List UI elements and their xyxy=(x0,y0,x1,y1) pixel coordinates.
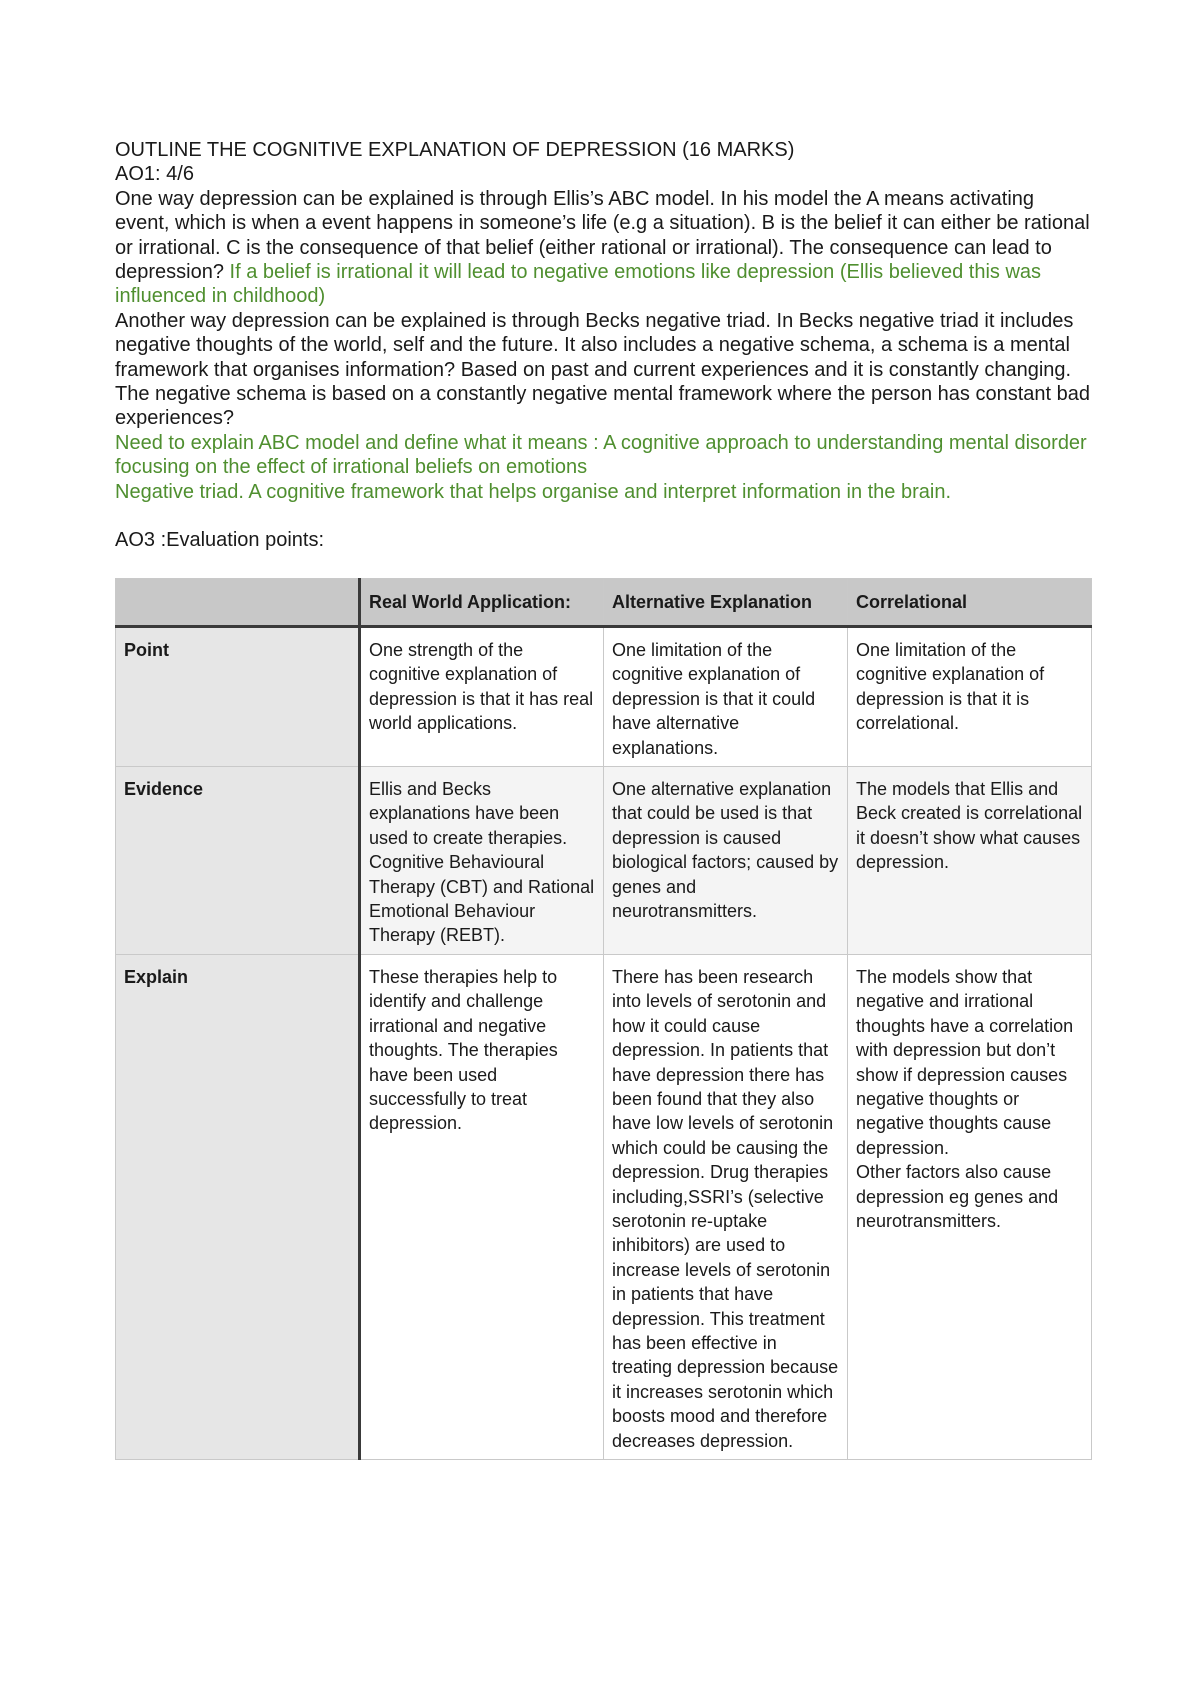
evaluation-table xyxy=(115,578,1092,1460)
teacher-comment-irrational-belief: If a belief is irrational it will lead to negative emotions like depression (Ellis believed this was influenced in childhood) xyxy=(115,261,1042,308)
table-cell: One limitation of the cognitive explanation of depression is that it is correlational. xyxy=(848,627,1092,767)
table-header-empty xyxy=(116,579,360,627)
document-body xyxy=(115,138,1091,572)
ao1-score: AO1: 4/6 xyxy=(115,163,194,186)
teacher-feedback-triad: Negative triad. A cognitive framework that helps organise and interpret information in the brain. xyxy=(115,480,952,503)
table-row-evidence xyxy=(116,767,1092,955)
row-label-explain: Explain xyxy=(116,954,360,1459)
ao3-heading: AO3 :Evaluation points: xyxy=(115,529,325,552)
table-cell: These therapies help to identify and challenge irrational and negative thoughts. The therapies have been used successfully to treat depression. xyxy=(360,954,604,1459)
table-header-correlational: Correlational xyxy=(848,579,1092,627)
table-cell: The models show that negative and irrational thoughts have a correlation with depression but don’t show if depression causes negative thoughts or negative thoughts cause depression. Other factors also cause depression eg genes and neurotransmitters. xyxy=(848,954,1092,1459)
row-label-point: Point xyxy=(116,627,360,767)
table-cell: The models that Ellis and Beck created is correlational it doesn’t show what causes depression. xyxy=(848,767,1092,955)
table-cell: There has been research into levels of serotonin and how it could cause depression. In patients that have depression there has been found that they also have low levels of serotonin which could be causing the depression. Drug therapies including,SSRI’s (selective serotonin re-uptake inhibitors) are used to increase levels of serotonin in patients that have depression. This treatment has been effective in treating depression because it increases serotonin which boosts mood and therefore decreases depression. xyxy=(604,954,848,1459)
page-title: OUTLINE THE COGNITIVE EXPLANATION OF DEPRESSION (16 MARKS) xyxy=(115,139,795,161)
paragraph-negative-triad: Another way depression can be explained is through Becks negative triad. In Becks negative triad it includes negative thoughts of the world, self and the future. It also includes a negative schema, a schema is a mental framework that organises information? Based on past and current experiences and it is constantly changing. The negative schema is based on a constantly negative mental framework where the person has constant bad experiences? xyxy=(115,309,1091,430)
paragraph-abc-model xyxy=(115,187,1091,309)
table-cell: One alternative explanation that could be used is that depression is caused biological factors; caused by genes and neurotransmitters. xyxy=(604,767,848,955)
table-cell: One strength of the cognitive explanation of depression is that it has real world applications. xyxy=(360,627,604,767)
table-header-row xyxy=(116,579,1092,627)
table-header-alternative: Alternative Explanation xyxy=(604,579,848,627)
table-cell: One limitation of the cognitive explanation of depression is that it could have alternative explanations. xyxy=(604,627,848,767)
table-cell: Ellis and Becks explanations have been used to create therapies. Cognitive Behavioural Therapy (CBT) and Rational Emotional Behaviour Therapy (REBT). xyxy=(360,767,604,955)
paragraph-abc-text: One way depression can be explained is through Ellis’s ABC model. In his model the A means activating event, which is when a event happens in someone’s life (e.g a situation). B is the belief it can either be rational or irrational. C is the consequence of that belief (either rational or irrational). The consequence can lead to depression? xyxy=(115,187,1090,284)
table-header-real-world: Real World Application: xyxy=(360,579,604,627)
table-row-point xyxy=(116,627,1092,767)
row-label-evidence: Evidence xyxy=(116,767,360,955)
teacher-feedback-abc: Need to explain ABC model and define what it means : A cognitive approach to understanding mental disorder focusing on the effect of irrational beliefs on emotions xyxy=(115,431,1087,479)
table-row-explain xyxy=(116,954,1092,1459)
